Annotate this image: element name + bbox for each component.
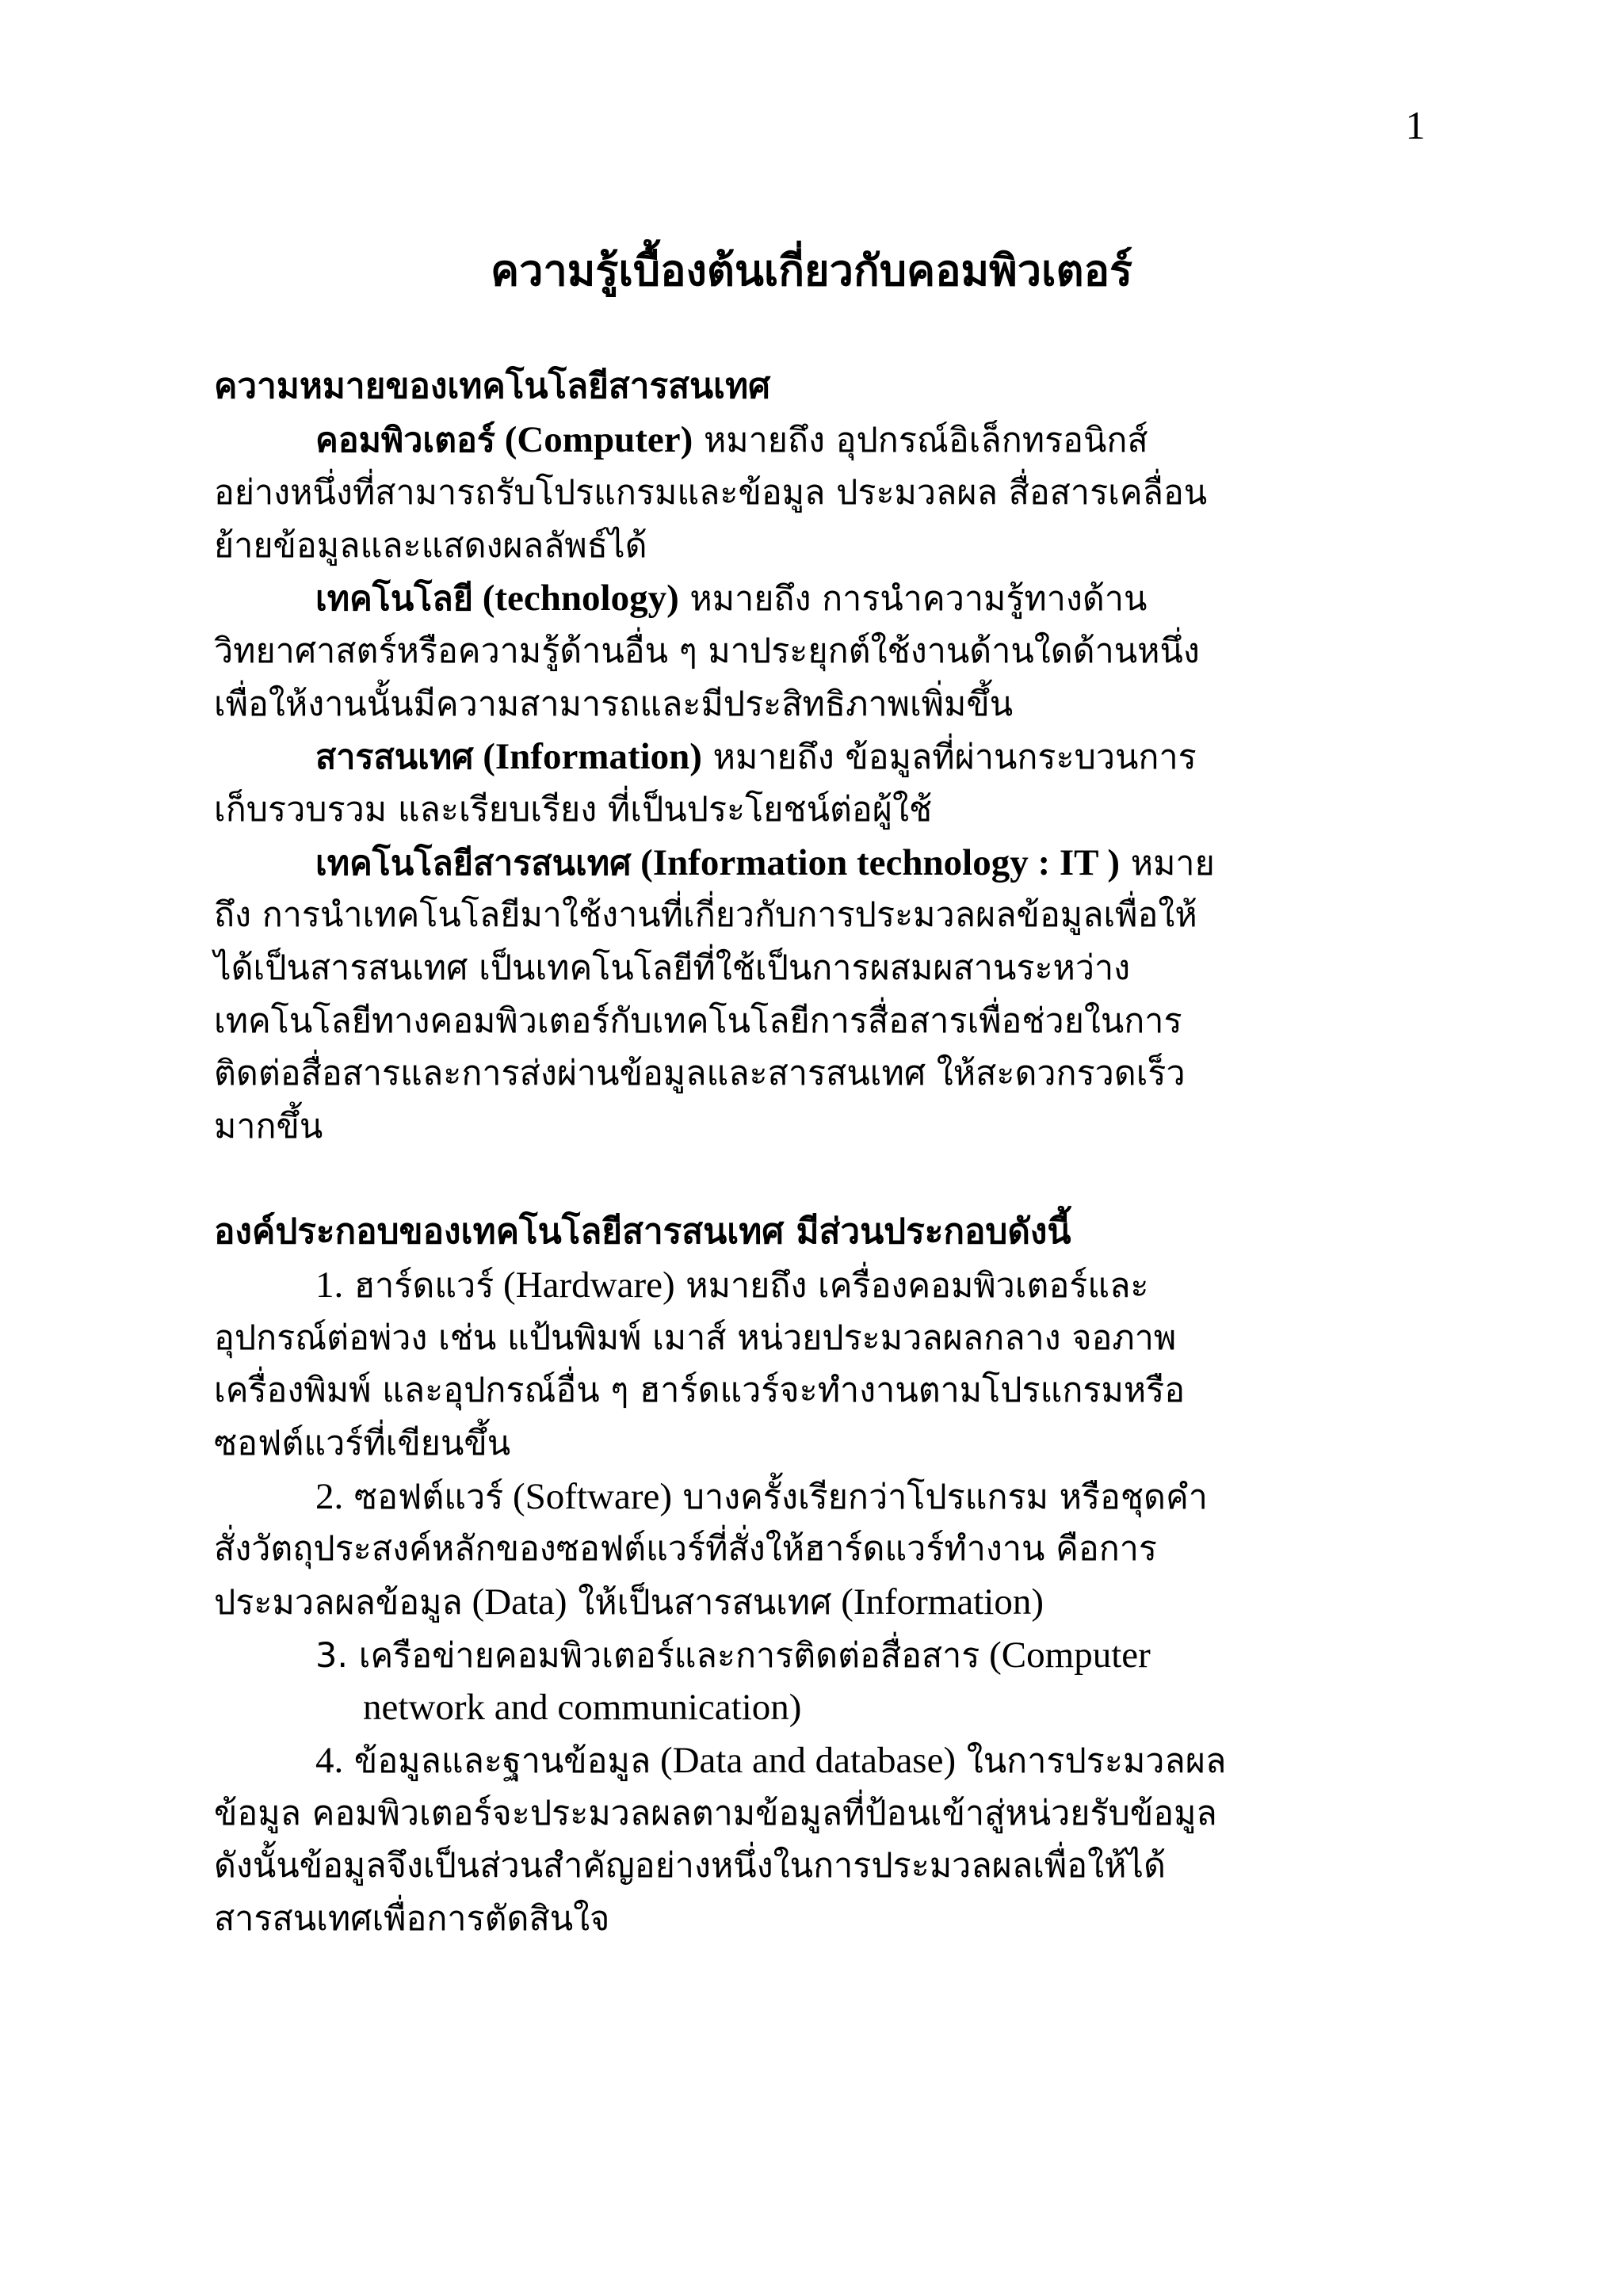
list-item-network-english: (Computer <box>980 1634 1151 1676</box>
list-item-hardware-text: หมายถึง เครื่องคอมพิวเตอร์และ <box>674 1266 1149 1306</box>
list-item-software-english: (Software) <box>503 1476 672 1517</box>
paragraph-it-line-1 <box>315 836 1215 890</box>
list-number-4: 4. <box>315 1740 344 1781</box>
paragraph-technology-line-3: เพื่อให้งานนั้นมีความสามารถและมีประสิทธิภาพเพิ่มขึ้น <box>214 685 1014 724</box>
paragraph-information-line-2: เก็บรวบรวม และเรียบเรียง ที่เป็นประโยชน์ต่อผู้ใช้ <box>214 790 933 830</box>
list-item-data-line-4: สารสนเทศเพื่อการตัดสินใจ <box>214 1899 610 1939</box>
paragraph-technology-line-1 <box>315 571 1147 625</box>
paragraph-computer-line-3: ย้ายข้อมูลและแสดงผลลัพธ์ได้ <box>214 526 647 566</box>
list-item-software-line-3-a: ประมวลผลข้อมูล <box>214 1583 463 1623</box>
list-item-software-line-2: สั่งวัตถุประสงค์หลักของซอฟต์แวร์ที่สั่งให้ฮาร์ดแวร์ทำงาน คือการ <box>214 1529 1157 1569</box>
list-item-data-text: ในการประมวลผล <box>956 1741 1227 1781</box>
term-computer-english: (Computer) <box>495 419 693 460</box>
list-item-network-line-1 <box>315 1628 1151 1682</box>
list-number-3: 3. <box>315 1636 349 1676</box>
list-item-data-english: (Data and database) <box>651 1740 957 1781</box>
list-item-data-line-1 <box>315 1733 1226 1787</box>
term-it-english: (Information technology : IT ) <box>631 842 1121 883</box>
list-item-network-term: เครือข่ายคอมพิวเตอร์และการติดต่อสื่อสาร <box>348 1636 980 1676</box>
paragraph-computer-line-2: อย่างหนึ่งที่สามารถรับโปรแกรมและข้อมูล ประมวลผล สื่อสารเคลื่อน <box>214 473 1208 513</box>
paragraph-information-line-1 <box>315 730 1197 784</box>
term-information-english: (Information) <box>473 736 702 777</box>
paragraph-it-line-6: มากขึ้น <box>214 1107 323 1146</box>
paragraph-it-line-5: ติดต่อสื่อสารและการส่งผ่านข้อมูลและสารสนเทศ ให้สะดวกรวดเร็ว <box>214 1054 1186 1093</box>
paragraph-it-line-2: ถึง การนำเทคโนโลยีมาใช้งานที่เกี่ยวกับการประมวลผลข้อมูลเพื่อให้ <box>214 895 1197 935</box>
document-title: ความรู้เบื้องต้นเกี่ยวกับคอมพิวเตอร์ <box>491 246 1132 296</box>
term-technology: เทคโนโลยี <box>315 579 473 619</box>
list-item-software-line-3-c: ให้เป็นสารสนเทศ <box>567 1583 832 1623</box>
paragraph-computer-text: หมายถึง อุปกรณ์อิเล็กทรอนิกส์ <box>693 421 1148 460</box>
list-item-hardware-line-4: ซอฟต์แวร์ที่เขียนขึ้น <box>214 1424 511 1463</box>
list-item-hardware-term: ฮาร์ดแวร์ <box>343 1266 495 1306</box>
list-item-hardware-english: (Hardware) <box>494 1264 675 1306</box>
page-number: 1 <box>1405 103 1426 147</box>
list-item-data-line-3: ดังนั้นข้อมูลจึงเป็นส่วนสำคัญอย่างหนึ่งในการประมวลผลเพื่อให้ได้ <box>214 1846 1166 1886</box>
list-item-software-line-3-b: (Data) <box>462 1581 567 1623</box>
list-item-hardware-line-2: อุปกรณ์ต่อพ่วง เช่น แป้นพิมพ์ เมาส์ หน่วยประมวลผลกลาง จอภาพ <box>214 1318 1177 1358</box>
list-item-software-line-3 <box>214 1575 1044 1629</box>
list-item-network-line-2: network and communication) <box>363 1687 802 1728</box>
paragraph-it-line-4: เทคโนโลยีทางคอมพิวเตอร์กับเทคโนโลยีการสื่อสารเพื่อช่วยในการ <box>214 1001 1182 1041</box>
list-item-software-term: ซอฟต์แวร์ <box>343 1478 504 1517</box>
term-computer: คอมพิวเตอร์ <box>315 421 495 460</box>
section-heading-components: องค์ประกอบของเทคโนโลยีสารสนเทศ มีส่วนประกอบดังนี้ <box>214 1211 1071 1252</box>
term-information: สารสนเทศ <box>315 738 474 777</box>
section-heading-definitions: ความหมายของเทคโนโลยีสารสนเทศ <box>214 366 771 406</box>
list-item-hardware-line-3: เครื่องพิมพ์ และอุปกรณ์อื่น ๆ ฮาร์ดแวร์จะทำงานตามโปรแกรมหรือ <box>214 1371 1186 1410</box>
paragraph-information-text: หมายถึง ข้อมูลที่ผ่านกระบวนการ <box>701 738 1197 777</box>
paragraph-computer-line-1 <box>315 413 1148 467</box>
term-technology-english: (technology) <box>472 578 679 619</box>
list-number-2: 2. <box>315 1476 344 1517</box>
paragraph-technology-line-2: วิทยาศาสตร์หรือความรู้ด้านอื่น ๆ มาประยุกต์ใช้งานด้านใดด้านหนึ่ง <box>214 631 1200 671</box>
list-item-software-line-1 <box>315 1470 1208 1524</box>
list-item-data-line-2: ข้อมูล คอมพิวเตอร์จะประมวลผลตามข้อมูลที่ป้อนเข้าสู่หน่วยรับข้อมูล <box>214 1794 1217 1833</box>
list-item-software-line-3-d: (Information) <box>831 1581 1044 1623</box>
list-number-1: 1. <box>315 1264 344 1306</box>
list-item-data-term: ข้อมูลและฐานข้อมูล <box>343 1741 651 1781</box>
paragraph-it-line-3: ได้เป็นสารสนเทศ เป็นเทคโนโลยีที่ใช้เป็นการผสมผสานระหว่าง <box>214 948 1131 988</box>
paragraph-it-text: หมาย <box>1120 844 1215 883</box>
list-item-hardware-line-1 <box>315 1258 1149 1312</box>
list-item-software-text: บางครั้งเรียกว่าโปรแกรม หรือชุดคำ <box>671 1478 1208 1517</box>
paragraph-technology-text: หมายถึง การนำความรู้ทางด้าน <box>678 579 1148 619</box>
term-it: เทคโนโลยีสารสนเทศ <box>315 844 632 883</box>
